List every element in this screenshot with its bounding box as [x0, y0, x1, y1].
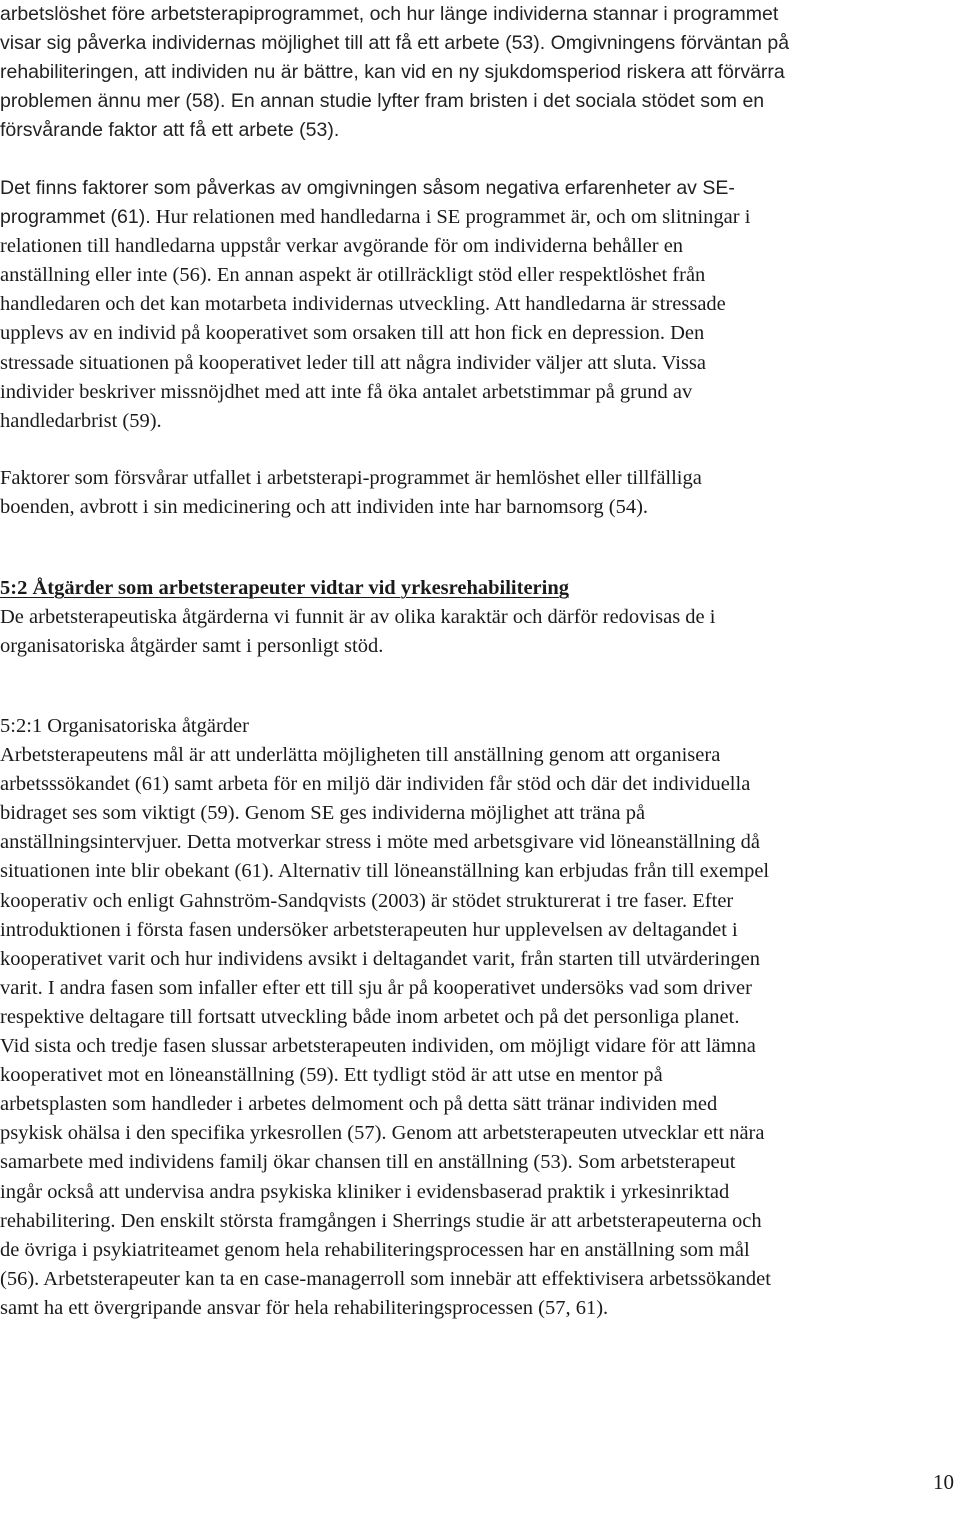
text-line: psykisk ohälsa i den specifika yrkesrollen (57). Genom att arbetsterapeuten utvecklar ett nära — [0, 1122, 765, 1145]
text-line: anställningsintervjuer. Detta motverkar stress i möte med arbetsgivare vid löneanställning då — [0, 831, 761, 854]
text-line: problemen ännu mer (58). En annan studie lyfter fram bristen i det sociala stödet som en — [0, 90, 765, 113]
text-line: rehabilitering. Den enskilt största framgången i Sherrings studie är att arbetsterapeuterna och — [0, 1209, 762, 1232]
text-line: organisatoriska åtgärder samt i personligt stöd. — [0, 635, 384, 658]
text-line: introduktionen i första fasen undersöker arbetsterapeuten hur upplevelsen av deltagandet i — [0, 918, 738, 941]
section-heading: 5:2 Åtgärder som arbetsterapeuter vidtar vid yrkesrehabilitering — [0, 577, 569, 599]
text-line: ingår också att undervisa andra psykiska kliniker i evidensbaserad praktik i yrkesinriktad — [0, 1180, 730, 1203]
paragraph-2 — [0, 174, 958, 436]
text-line: kooperativ och enligt Gahnström-Sandqvists (2003) är stödet strukturerat i tre faser. Efter — [0, 889, 734, 912]
text-line: samt ha ett övergripande ansvar för hela rehabiliteringsprocessen (57, 61). — [0, 1296, 609, 1319]
text-line: samarbete med individens familj ökar chansen till en anställning (53). Som arbetsterapeut — [0, 1151, 736, 1174]
text-line: upplevs av en individ på kooperativet som orsaken till att hon fick en depression. Den — [0, 322, 705, 345]
text-run: programmet (61). — [0, 206, 151, 229]
text-line: relationen till handledarna uppstår verkar avgörande för om individerna behåller en — [0, 235, 684, 258]
text-line: Arbetsterapeutens mål är att underlätta möjligheten till anställning genom att organisera — [0, 744, 721, 767]
subsection-heading: 5:2:1 Organisatoriska åtgärder — [0, 715, 249, 737]
text-line: handledaren och det kan motarbeta individernas utveckling. Att handledarna är stressade — [0, 293, 726, 316]
text-line: anställning eller inte (56). En annan aspekt är otillräckligt stöd eller respektlöshet från — [0, 264, 706, 287]
text-line: arbetsplasten som handleder i arbetes delmoment och på detta sätt tränar individen med — [0, 1093, 718, 1116]
text-line: situationen inte blir obekant (61). Alternativ till löneanställning kan erbjudas från till exempel — [0, 860, 770, 883]
text-line: försvårande faktor att få ett arbete (53). — [0, 119, 340, 142]
text-line: Faktorer som försvårar utfallet i arbetsterapi-programmet är hemlöshet eller tillfälliga — [0, 467, 702, 489]
text-line: visar sig påverka individernas möjlighet till att få ett arbete (53). Omgivningens förväntan på — [0, 32, 790, 55]
page-number: 10 — [933, 1470, 954, 1494]
text-line: (56). Arbetsterapeuter kan ta en case-managerroll som innebär att effektivisera arbetssökandet — [0, 1267, 771, 1290]
text-line — [0, 203, 958, 232]
paragraph-1 — [0, 0, 958, 145]
text-line: kooperativet mot en löneanställning (59). Ett tydligt stöd är att utse en mentor på — [0, 1064, 663, 1087]
text-line: De arbetsterapeutiska åtgärderna vi funnit är av olika karaktär och därför redovisas de i — [0, 606, 716, 629]
text-line: kooperativet varit och hur individens avsikt i deltagandet varit, från starten till utvärderingen — [0, 947, 760, 970]
text-line: varit. I andra fasen som infaller efter ett till sju år på kooperativet undersöks vad som driver — [0, 976, 752, 999]
text-line: Vid sista och tredje fasen slussar arbetsterapeuten individen, om möjligt vidare för att lämna — [0, 1035, 756, 1058]
text-line: individer beskriver missnöjdhet med att inte få öka antalet arbetstimmar på grund av — [0, 380, 693, 403]
text-line: arbetslöshet före arbetsterapiprogrammet, och hur länge individerna stannar i programmet — [0, 3, 779, 25]
text-line: stressade situationen på kooperativet leder till att några individer väljer att sluta. Vissa — [0, 351, 706, 374]
text-run: Hur relationen med handledarna i SE programmet är, och om slitningar i — [150, 206, 751, 229]
text-line: boenden, avbrott i sin medicinering och att individen inte har barnomsorg (54). — [0, 496, 649, 519]
text-line: rehabiliteringen, att individen nu är bättre, kan vid en ny sjukdomsperiod riskera att förvärra — [0, 61, 785, 84]
text-line: bidraget ses som viktigt (59). Genom SE ges individerna möjlighet att träna på — [0, 802, 646, 825]
text-line: de övriga i psykiatriteamet genom hela rehabiliteringsprocessen har en anställning som mål — [0, 1238, 750, 1261]
section-5-2 — [0, 574, 958, 661]
text-line: handledarbrist (59). — [0, 409, 162, 432]
paragraph-3 — [0, 464, 958, 522]
text-line: Det finns faktorer som påverkas av omgivningen såsom negativa erfarenheter av SE- — [0, 177, 735, 199]
text-line: arbetsssökandet (61) samt arbeta för en miljö där individen får stöd och där det individuella — [0, 773, 751, 796]
section-5-2-1 — [0, 712, 958, 1323]
text-line: respektive deltagare till fortsatt utveckling både inom arbetet och på det personliga planet. — [0, 1005, 740, 1028]
